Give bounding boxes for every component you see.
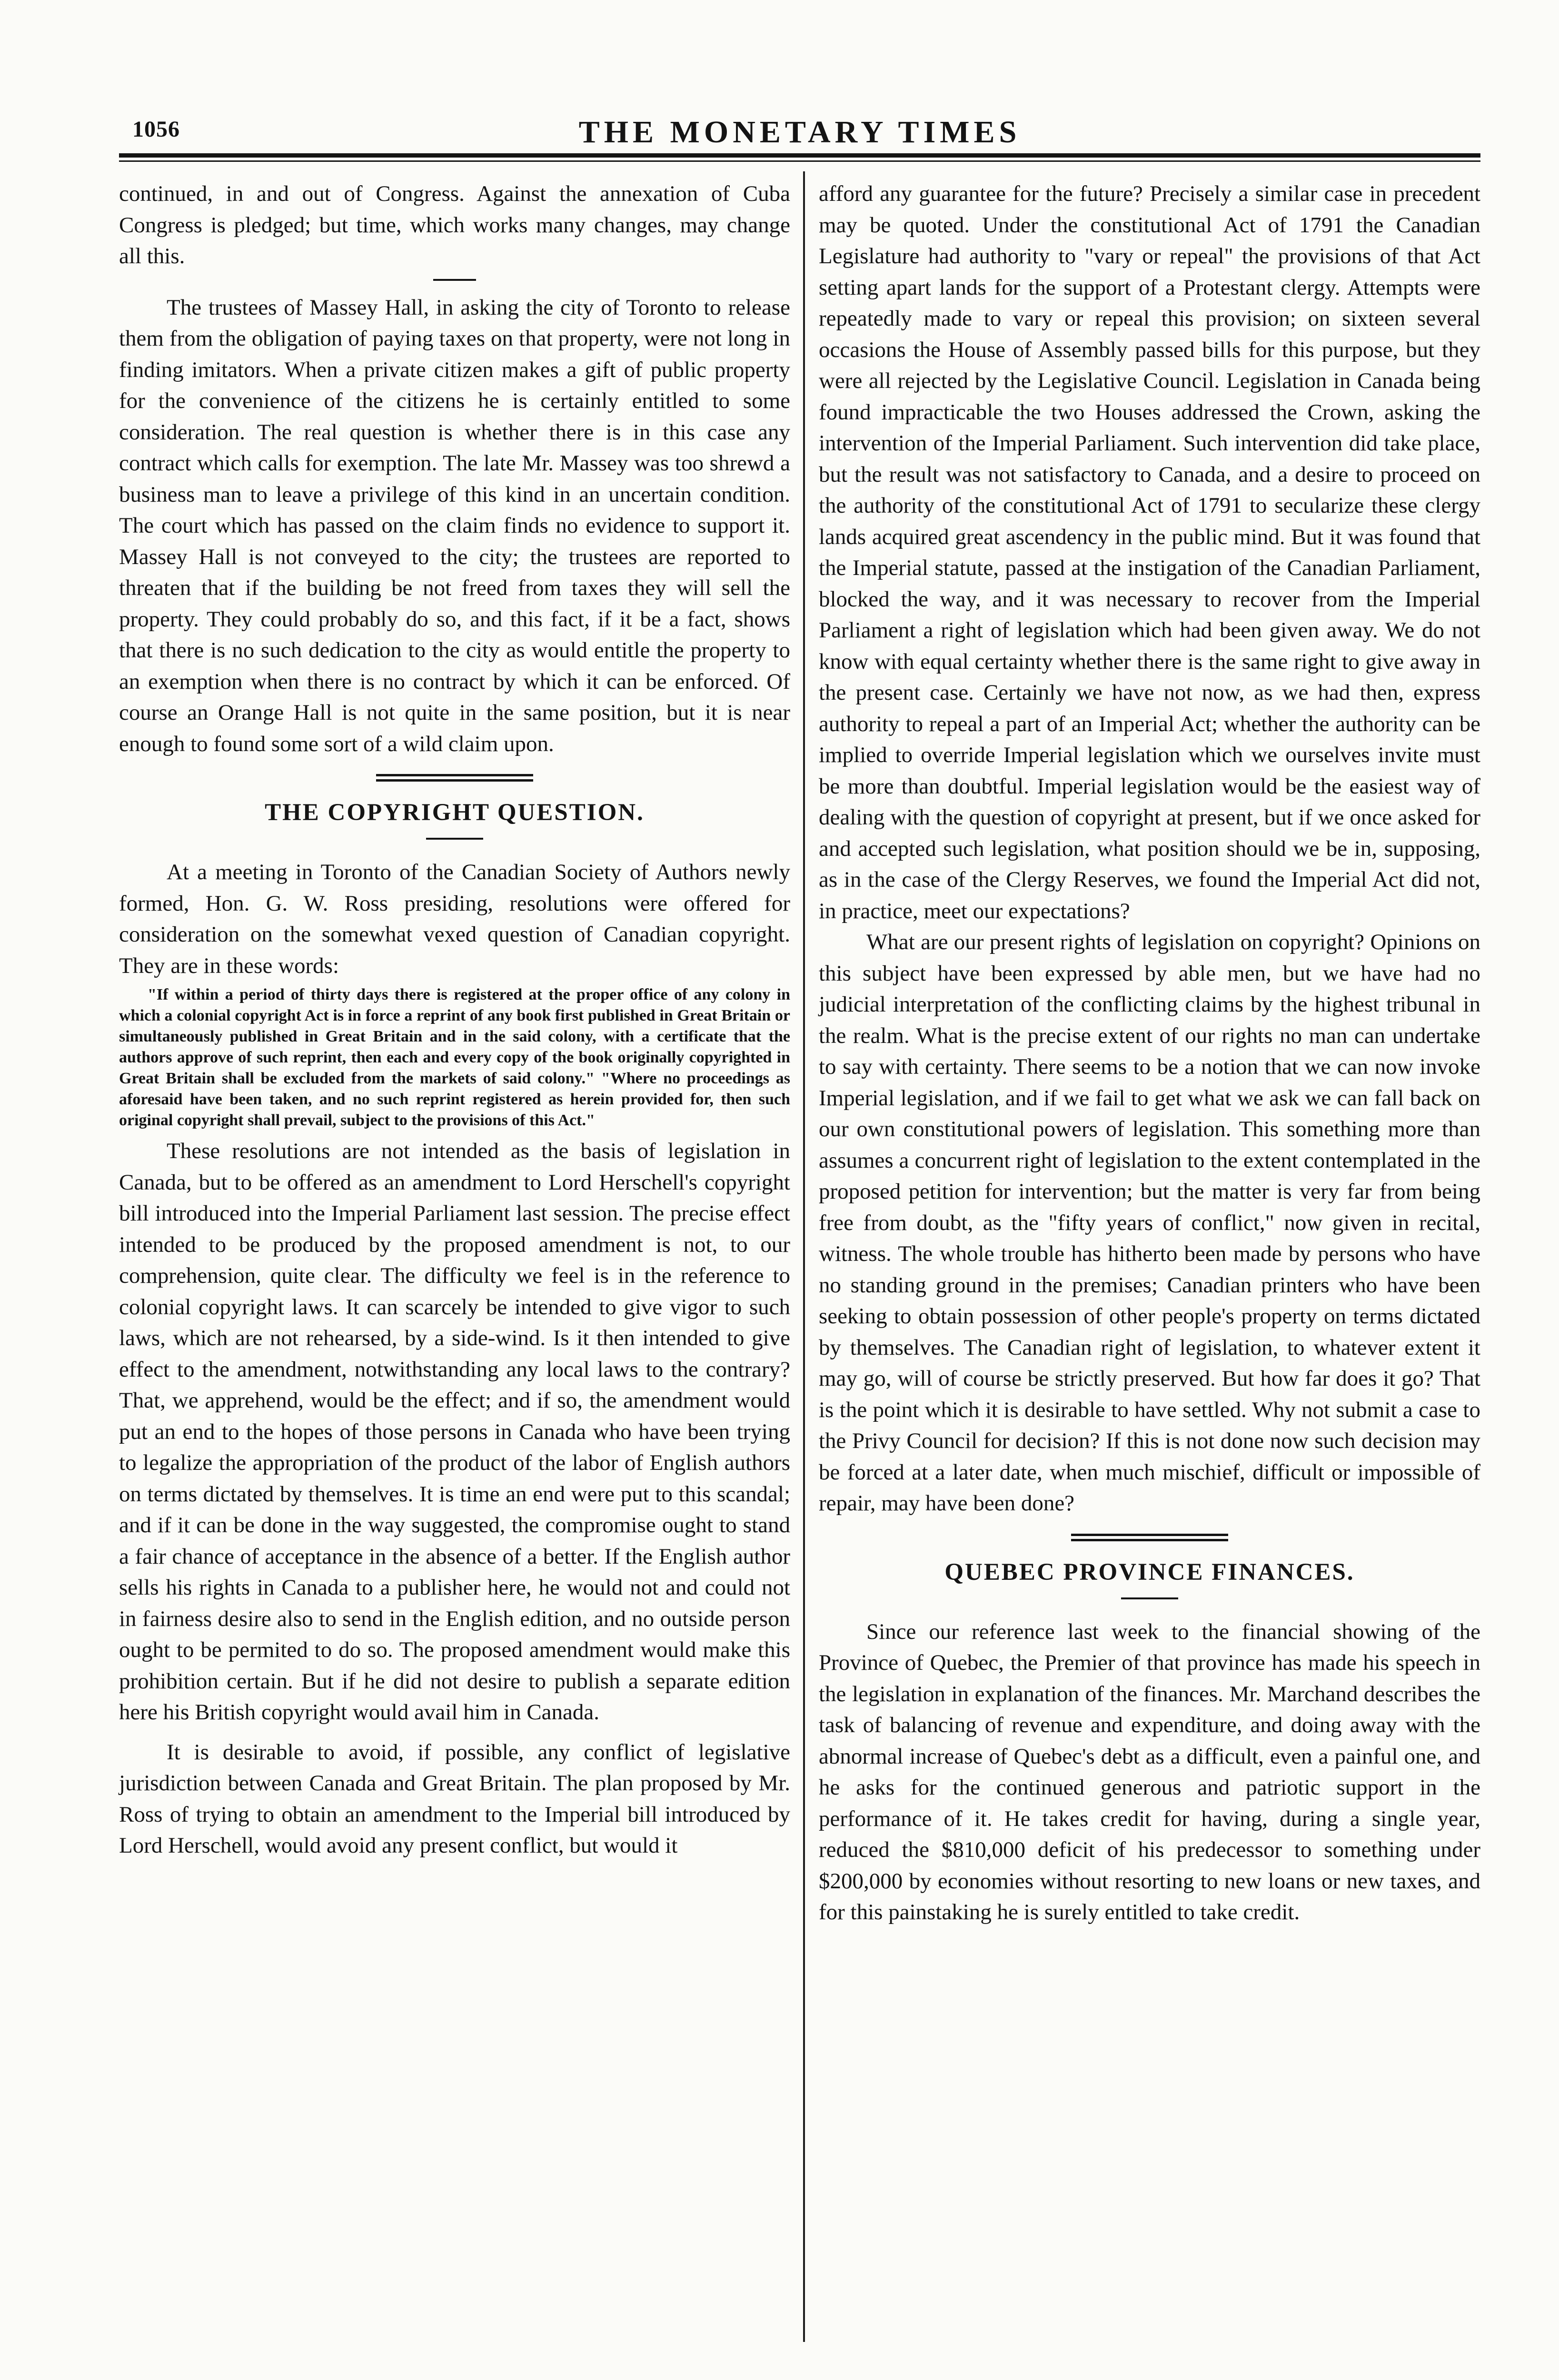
section-separator [1071, 1534, 1228, 1541]
rights-paragraph: What are our present rights of legislation on copyright? Opinions on this subject have been expressed by able men, but we have had no judicial interpretation of the conflicting claims by the highest tribunal in the realm. What is the precise extent of our rights no man can undertake to say with certainty. There seems to be a notion that we can now invoke Imperial legislation, and if we fail to get what we ask we can fall back on our own constitutional powers of legislation. This something more than assumes a concurrent right of legislation to the extent contemplated in the proposed petition for intervention; but the matter is very far from being free from doubt, as the "fifty years of conflict," now given in recital, witness. The whole trouble has hitherto been made by persons who have no standing ground in the premises; Canadian printers who have been seeking to obtain possession of other people's property on terms dictated by themselves. The Canadian right of legislation, to whatever extent it may go, will of course be strictly preserved. But how far does it go? That is the point which it is desirable to have settled. Why not submit a case to the Privy Council for decision? If this is not done now such decision may be forced at a later date, when much mischief, difficult or impossible of repair, may have been done? [819, 930, 1480, 1516]
header-rule-thick [119, 153, 1480, 158]
left-column [119, 178, 790, 1862]
resolutions-paragraph: These resolutions are not intended as the basis of legislation in Canada, but to be offered as an amendment to Lord Herschell's copyright bill introduced into the Imperial Parliament last session. The precise effect intended to be produced by the proposed amendment is not, to our comprehension, quite clear. The difficulty we feel is in the reference to colonial copyright laws. It can scarcely be intended to give vigor to such laws, which are not rehearsed, by a side-wind. Is it then intended to give effect to the amendment, notwithstanding any local laws to the contrary? That, we apprehend, would be the effect; and if so, the amendment would put an end to the hopes of those persons in Canada who have been trying to legalize the appropriation of the product of the labor of English authors on terms dictated by themselves. It is time an end were put to this scandal; and if it can be done in the way suggested, the compromise ought to stand a fair chance of acceptance in the absence of a better. If the English author sells his rights in Canada to a publisher here, he would not and could not in fairness desire also to send in the English edition, and no outside person ought to be permited to do so. The proposed amendment would make this prohibition certain. But if he did not desire to publish a separate edition here his British copyright would avail him in Canada. [119, 1139, 790, 1725]
copyright-section-title: THE COPYRIGHT QUESTION. [265, 799, 645, 826]
column-divider [803, 171, 805, 2342]
quebec-finances-paragraph: Since our reference last week to the financial showing of the Province of Quebec, the Premier of that province has made his speech in the legislation in explanation of the finances. Mr. Marchand describes the task of balancing of revenue and expenditure, and doing away with the abnormal increase of Quebec's debt as a difficult, even a painful one, and he asks for the continued generous and patriotic support in the performance of it. He takes credit for having, during a single year, reduced the $810,000 deficit of his predecessor to something under $200,000 by economies without resorting to new loans or new taxes, and for this painstaking he is surely entitled to take credit. [819, 1619, 1480, 1924]
cuba-paragraph: continued, in and out of Congress. Against the annexation of Cuba Congress is pledged; but time, which works many changes, may change all this. [119, 181, 790, 268]
page-number: 1056 [132, 117, 180, 142]
massey-hall-paragraph: The trustees of Massey Hall, in asking the city of Toronto to release them from the obligation of paying taxes on that property, were not long in finding imitators. When a private citizen makes a gift of public property for the convenience of the citizens he is certainly entitled to some consideration. The real question is whether there is in this case any contract which calls for exemption. The late Mr. Massey was too shrewd a business man to leave a privilege of this kind in an uncertain condition. The court which has passed on the claim finds no evidence to support it. Massey Hall is not conveyed to the city; the trustees are reported to threaten that if the building be not freed from taxes they will sell the property. They could probably do so, and this fact, if it be a fact, shows that there is no such dedication to the city as would entitle the property to an exemption when there is no contract by which it can be enforced. Of course an Orange Hall is not quite in the same position, but it is near enough to found some sort of a wild claim upon. [119, 295, 790, 756]
title-rule [1121, 1597, 1178, 1599]
guarantee-paragraph: afford any guarantee for the future? Precisely a similar case in precedent may be quoted. Under the constitutional Act of 1791 the Canadian Legislature had authority to "vary or repeal" the provisions of that Act setting apart lands for the support of a Protestant clergy. Attempts were repeatedly made to vary or repeal this provision; on sixteen several occasions the House of Assembly passed bills for this purpose, but they were all rejected by the Legislative Council. Legislation in Canada being found impracticable the two Houses addressed the Crown, asking the intervention of the Imperial Parliament. Such intervention did take place, but the result was not satisfactory to Canada, and a desire to proceed on the authority of the constitutional Act of 1791 to secularize these clergy lands acquired great ascendency in the public mind. But it was found that the Imperial statute, passed at the instigation of the Canadian Parliament, blocked the way, and it was necessary to recover from the Imperial Parliament a right of legislation which had been given away. We do not know with equal certainty whether there is the same right to give away in the present case. Certainly we have not now, as we had then, express authority to repeal a part of an Imperial Act; whether the authority can be implied to override Imperial legislation which we ourselves invite must be more than doubtful. Imperial legislation would be the easiest way of dealing with the question of copyright at present, but if we once asked for and accepted such legislation, what position should we be in, supposing, as in the case of the Clergy Reserves, we found the Imperial Act did not, in practice, meet our expectations? [819, 181, 1480, 923]
journal-title: THE MONETARY TIMES [578, 115, 1021, 149]
section-separator [433, 279, 476, 281]
page-header [119, 110, 1480, 149]
header-rule-thin [119, 160, 1480, 162]
conflict-paragraph: It is desirable to avoid, if possible, any conflict of legislative jurisdiction between Canada and Great Britain. The plan proposed by Mr. Ross of trying to obtain an amendment to the Imperial bill introduced by Lord Herschell, would avoid any present conflict, but would it [119, 1739, 790, 1858]
quebec-section-title: QUEBEC PROVINCE FINANCES. [944, 1558, 1355, 1586]
copyright-resolution-quote: "If within a period of thirty days there is registered at the proper office of any colony in which a colonial copyright Act is in force a reprint of any book first published in Great Britain or simultaneously published in Great Britain and in the said colony, with a certificate that the authors approve of such reprint, then each and every copy of the book originally copyrighted in Great Britain shall be excluded from the markets of said colony." "Where no proceedings as aforesaid have been taken, and no such reprint registered as herein provided for, then such original copyright shall prevail, subject to the provisions of this Act." [119, 986, 790, 1129]
copyright-intro-paragraph: At a meeting in Toronto of the Canadian Society of Authors newly formed, Hon. G. W. Ross presiding, resolutions were offered for consideration on the somewhat vexed question of Canadian copyright. They are in these words: [119, 860, 790, 978]
title-rule [426, 838, 483, 840]
right-column [819, 178, 1480, 1928]
section-separator [376, 774, 533, 782]
